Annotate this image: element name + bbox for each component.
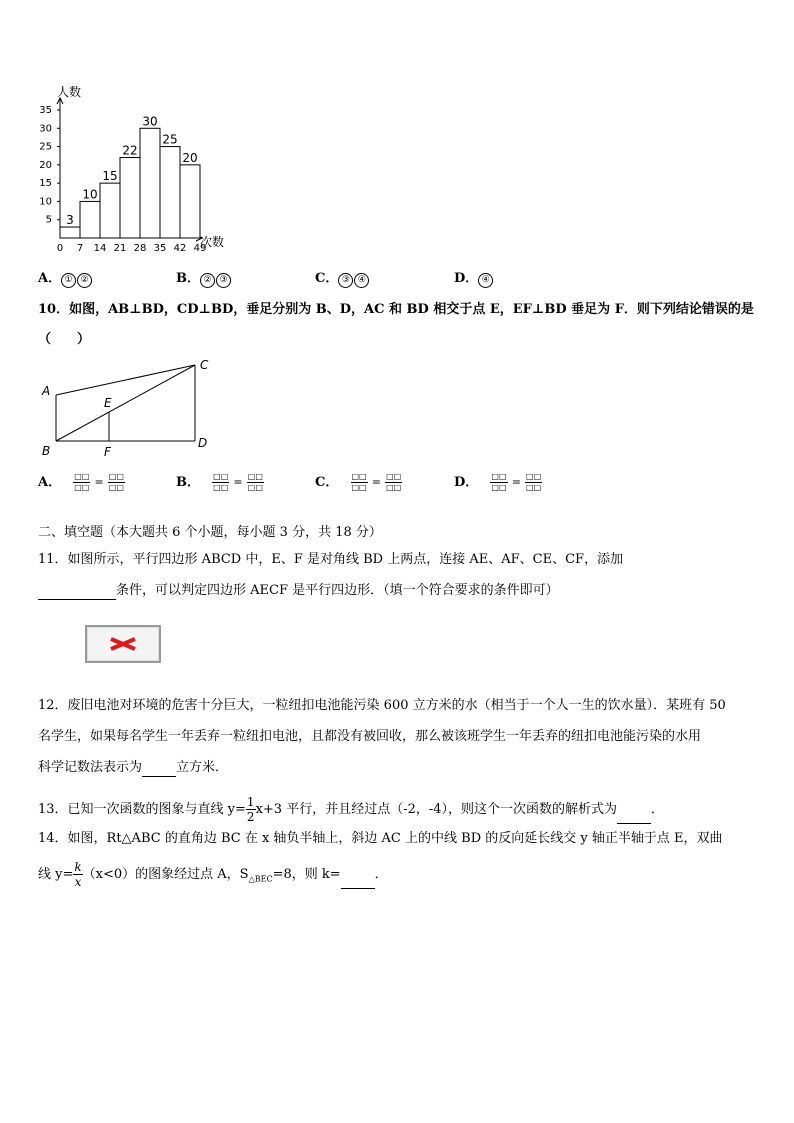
q14-text-mid: （x<0）的图象经过点 A，S	[82, 867, 249, 882]
fraction-denominator: x	[74, 875, 82, 889]
bar-value-label: 22	[122, 143, 138, 158]
option-letter: B．	[176, 475, 200, 490]
q10-geometry-figure	[38, 355, 228, 460]
option-letter: A．	[38, 271, 62, 286]
broken-image-icon	[87, 627, 159, 661]
circled-number: ④	[478, 273, 493, 288]
bar-value-label: 15	[102, 169, 118, 184]
q10-option-b[interactable]	[176, 472, 264, 493]
bar-value-label: 3	[66, 213, 74, 228]
option-letter: C．	[315, 271, 339, 286]
y-tick-label: 20	[39, 159, 52, 171]
fraction	[351, 472, 368, 493]
circled-number: ③	[338, 273, 353, 288]
y-tick-label: 35	[39, 105, 52, 116]
fraction-denominator: □□	[386, 483, 402, 492]
q13-text-post: x+3 平行，并且经过点（-2，-4），则这个一次函数的解析式为	[255, 802, 618, 817]
fraction-denominator: □□	[74, 483, 90, 492]
q14-text-post: =8，则 k=	[272, 867, 341, 882]
y-tick-label: 5	[45, 214, 52, 226]
answer-blank[interactable]	[142, 762, 176, 777]
x-axis-label: 次数	[200, 235, 225, 249]
q10-stem-line1: 10．如图，AB⊥BD，CD⊥BD，垂足分别为 B、D，AC 和 BD 相交于点 E，EF⊥BD 垂足为 F．则下列结论错误的是	[38, 302, 754, 317]
y-axis-label: 人数	[57, 85, 82, 99]
y-tick-label: 25	[39, 141, 52, 153]
fraction-denominator: □□	[491, 483, 507, 492]
q9-option-a[interactable]	[38, 270, 93, 288]
q14-subscript: △BEC	[248, 874, 273, 884]
histogram-bar	[120, 158, 140, 238]
segment-bc	[56, 365, 195, 441]
q13-text-pre: 13．已知一次函数的图象与直线 y=	[38, 802, 246, 817]
x-tick-label: 35	[153, 243, 167, 254]
q9-option-c[interactable]	[315, 270, 370, 288]
q12-line3-text-b: 立方米．	[176, 760, 229, 775]
label-c: C	[200, 358, 209, 372]
q10-option-a[interactable]	[38, 472, 125, 493]
circled-number: ④	[354, 273, 369, 288]
fraction-numerator: □□	[386, 472, 402, 481]
q12-stem-line3	[38, 759, 228, 777]
x-tick-label: 28	[133, 243, 147, 254]
broken-image-placeholder	[85, 625, 161, 663]
x-tick-label: 0	[56, 243, 64, 254]
fraction	[385, 472, 402, 493]
histogram-bar	[160, 147, 180, 238]
bar-value-label: 20	[182, 150, 198, 165]
option-letter: D．	[454, 475, 479, 490]
x-tick-label: 14	[93, 243, 107, 254]
fraction	[525, 472, 542, 493]
circled-number: ①	[61, 273, 76, 288]
fraction-denominator: □□	[213, 483, 229, 492]
histogram-chart	[30, 80, 230, 258]
fraction	[73, 860, 82, 889]
q10-stem-line2: （ ）	[38, 332, 91, 347]
circled-number: ②	[200, 273, 215, 288]
q14-stem-line2	[38, 860, 388, 889]
histogram-bar	[100, 183, 120, 238]
fraction-denominator: □□	[526, 483, 542, 492]
fraction	[247, 472, 264, 493]
section-heading: 二、填空题（本大题共 6 个小题，每小题 3 分，共 18 分）	[38, 525, 382, 540]
fraction-numerator: □□	[526, 472, 542, 481]
answer-blank[interactable]	[341, 874, 375, 889]
fraction	[108, 472, 125, 493]
fraction-numerator: □□	[74, 472, 90, 481]
q12-line3-text-a: 科学记数法表示为	[38, 760, 143, 775]
q12-stem-line2: 名学生，如果每名学生一年丢弃一粒纽扣电池，且都没有被回收，那么被该班学生一年丢弃的纽扣电池能污染的水用	[38, 729, 702, 744]
fraction	[212, 472, 229, 493]
y-tick-label: 10	[39, 196, 52, 208]
bar-value-label: 10	[82, 187, 98, 202]
fraction	[73, 472, 90, 493]
bar-value-label: 30	[142, 114, 158, 129]
circled-number: ②	[77, 273, 92, 288]
q13-stem	[38, 795, 664, 824]
fraction-denominator: 2	[246, 810, 255, 824]
x-tick-label: 21	[113, 243, 127, 254]
answer-blank[interactable]	[38, 585, 116, 600]
label-f: F	[104, 445, 111, 459]
q12-stem-line1: 12．废旧电池对环境的危害十分巨大，一粒纽扣电池能污染 600 立方米的水（相当于一个人一生的饮水量）．某班有 50	[38, 698, 726, 713]
fraction-numerator: □□	[491, 472, 507, 481]
equals-sign: =	[511, 475, 521, 489]
fraction-numerator: □□	[213, 472, 229, 481]
q14-text-pre: 线 y=	[38, 867, 74, 882]
histogram-bar	[80, 201, 100, 238]
fraction-numerator: □□	[351, 472, 367, 481]
q14-text-end: ．	[374, 867, 388, 882]
option-letter: A．	[38, 475, 62, 490]
y-tick-label: 15	[39, 178, 52, 190]
equals-sign: =	[233, 475, 243, 489]
equals-sign: =	[94, 475, 104, 489]
option-letter: C．	[315, 475, 339, 490]
x-tick-label: 7	[76, 243, 84, 254]
q11-stem-line1: 11．如图所示，平行四边形 ABCD 中，E、F 是对角线 BD 上两点，连接 AE、AF、CE、CF，添加	[38, 552, 624, 567]
bar-value-label: 25	[162, 132, 178, 147]
label-b: B	[42, 444, 51, 458]
x-tick-label: 42	[173, 243, 187, 254]
histogram-bar	[140, 128, 160, 238]
fraction-numerator: 1	[246, 795, 255, 809]
histogram-bar	[60, 227, 80, 238]
fraction-denominator: □□	[351, 483, 367, 492]
fraction-denominator: □□	[247, 483, 263, 492]
q11-line2-text: 条件，可以判定四边形 AECF 是平行四边形．（填一个符合要求的条件即可）	[116, 583, 559, 598]
histogram-bar	[180, 165, 200, 238]
q9-option-d[interactable]	[454, 270, 494, 288]
segment-ac	[56, 365, 195, 395]
fraction-numerator: □□	[247, 472, 263, 481]
fraction	[246, 795, 256, 824]
label-e: E	[104, 396, 112, 410]
q9-option-b[interactable]	[176, 270, 232, 288]
label-d: D	[198, 436, 208, 450]
equals-sign: =	[371, 475, 381, 489]
label-a: A	[42, 384, 51, 398]
option-letter: B．	[176, 271, 200, 286]
circled-number: ③	[216, 273, 231, 288]
answer-blank[interactable]	[617, 809, 651, 824]
option-letter: D．	[454, 271, 479, 286]
fraction-denominator: □□	[108, 483, 124, 492]
q11-stem-line2	[38, 582, 559, 600]
fraction-numerator: □□	[108, 472, 124, 481]
fraction	[490, 472, 507, 493]
y-tick-label: 30	[39, 123, 52, 135]
x-tick-label: 49	[193, 243, 207, 254]
q13-text-end: ．	[651, 802, 665, 817]
q10-option-c[interactable]	[315, 472, 402, 493]
q10-option-d[interactable]	[454, 472, 542, 493]
fraction-numerator: k	[74, 860, 82, 874]
q14-stem-line1: 14．如图，Rt△ABC 的直角边 BC 在 x 轴负半轴上，斜边 AC 上的中线 BD 的反向延长线交 y 轴正半轴于点 E，双曲	[38, 831, 723, 846]
